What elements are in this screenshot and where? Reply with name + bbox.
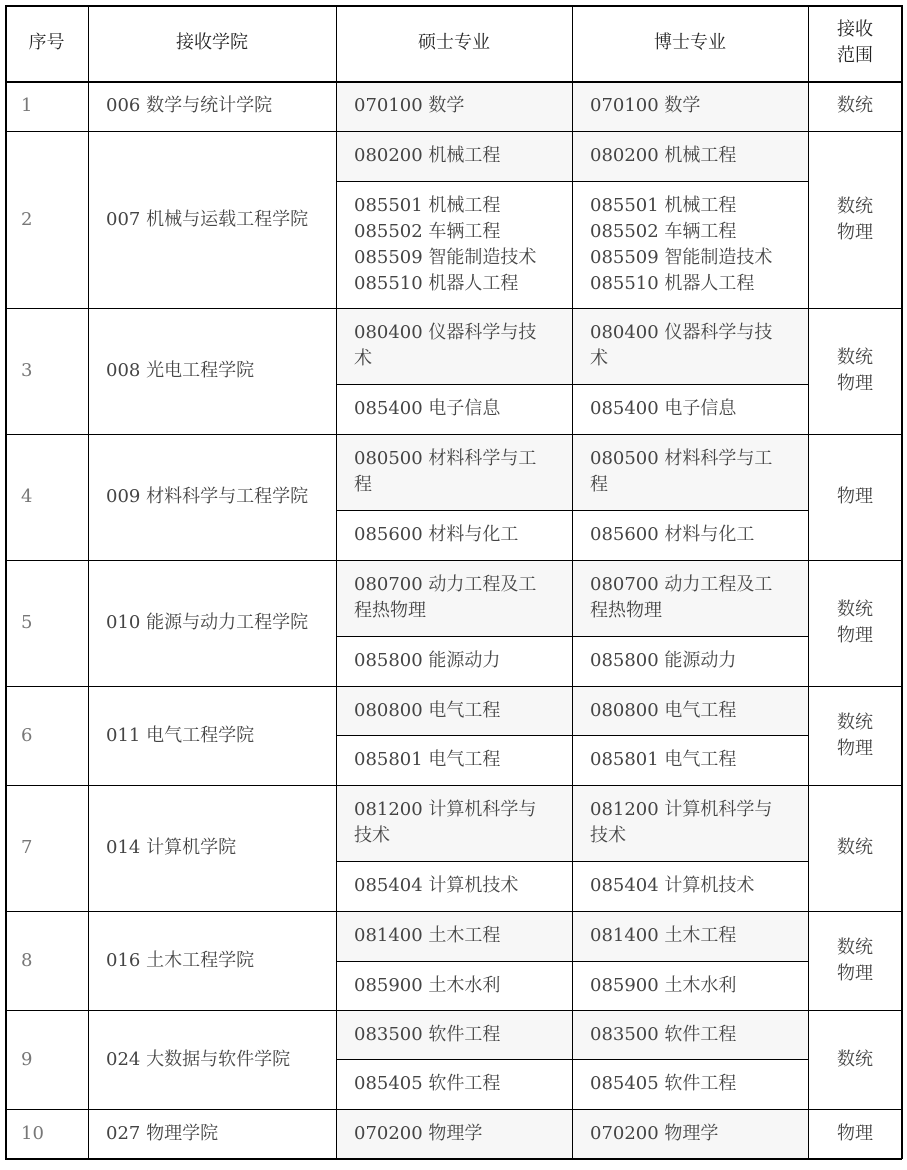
master-major: 080400 仪器科学与技术 [336, 308, 572, 384]
row-scope: 数统 [837, 1048, 873, 1070]
column-divider [5, 5, 7, 1159]
row-scope: 物理 [837, 1123, 873, 1144]
column-divider [901, 5, 903, 1159]
master-major: 080800 电气工程 [336, 686, 572, 735]
doctor-major: 085501 机械工程 085502 车辆工程 085509 智能制造技术 085510 机器人工程 [590, 194, 773, 294]
doctor-major: 070100 数学 [572, 81, 808, 131]
doctor-major: 081400 土木工程 [572, 911, 808, 961]
row-college: 009 材料科学与工程学院 [106, 486, 309, 507]
row-index: 7 [21, 837, 33, 858]
doctor-major: 085404 计算机技术 [590, 875, 755, 896]
row-divider [5, 131, 902, 132]
row-index: 2 [21, 208, 33, 230]
doctor-major: 083500 软件工程 [572, 1010, 808, 1059]
doctor-major: 080200 机械工程 [572, 131, 808, 181]
header-master: 硕士专业 [418, 32, 490, 53]
row-index: 9 [21, 1048, 33, 1070]
row-index: 4 [21, 486, 33, 507]
doctor-major: 080500 材料科学与工程 [572, 434, 808, 510]
row-divider [5, 1109, 902, 1110]
column-divider [572, 5, 573, 1159]
master-major: 081200 计算机科学与技术 [336, 785, 572, 861]
master-major: 070100 数学 [336, 81, 572, 131]
master-major: 080200 机械工程 [336, 131, 572, 181]
master-major: 080500 材料科学与工程 [336, 434, 572, 510]
row-divider [5, 911, 902, 912]
row-college: 024 大数据与软件学院 [106, 1048, 291, 1070]
doctor-major: 080800 电气工程 [572, 686, 808, 735]
master-major: 080700 动力工程及工程热物理 [336, 560, 572, 636]
doctor-major: 085400 电子信息 [590, 398, 737, 419]
row-index: 5 [21, 612, 33, 633]
row-scope: 数统 物理 [837, 347, 873, 394]
row-scope: 数统 [837, 95, 873, 116]
doctor-major: 080400 仪器科学与技术 [572, 308, 808, 384]
row-scope: 数统 物理 [837, 711, 873, 759]
row-college: 014 计算机学院 [106, 837, 237, 858]
table-bottom-border [5, 1158, 902, 1160]
master-major: 085900 土木水利 [354, 974, 501, 996]
row-college: 006 数学与统计学院 [106, 95, 273, 116]
header-bottom-border [5, 81, 902, 83]
header-scope: 接收 范围 [837, 19, 873, 66]
row-college: 016 土木工程学院 [106, 949, 255, 971]
row-scope: 物理 [837, 486, 873, 507]
row-divider [5, 785, 902, 786]
master-major: 083500 软件工程 [336, 1010, 572, 1059]
row-divider [5, 1010, 902, 1011]
header-college: 接收学院 [176, 32, 248, 53]
header-index: 序号 [28, 32, 65, 53]
doctor-major: 085900 土木水利 [590, 974, 737, 996]
master-major: 085501 机械工程 085502 车辆工程 085509 智能制造技术 085510 机器人工程 [354, 194, 537, 294]
row-college: 011 电气工程学院 [106, 724, 255, 746]
row-index: 10 [21, 1123, 44, 1144]
master-major: 085800 能源动力 [354, 650, 501, 671]
header-doctor: 博士专业 [654, 32, 726, 53]
column-divider [336, 5, 337, 1159]
master-major: 070200 物理学 [336, 1109, 572, 1159]
doctor-major: 070200 物理学 [572, 1109, 808, 1159]
row-scope: 数统 [837, 837, 873, 858]
master-major: 085801 电气工程 [354, 749, 501, 770]
master-major: 085600 材料与化工 [354, 524, 519, 545]
master-major: 085405 软件工程 [354, 1073, 501, 1094]
row-college: 007 机械与运载工程学院 [106, 208, 309, 230]
doctor-major: 080700 动力工程及工程热物理 [572, 560, 808, 636]
column-divider [88, 5, 89, 1159]
doctor-major: 085600 材料与化工 [590, 524, 755, 545]
doctor-major: 085800 能源动力 [590, 650, 737, 671]
row-divider [5, 560, 902, 561]
row-index: 8 [21, 949, 33, 971]
row-college: 008 光电工程学院 [106, 360, 255, 381]
master-major: 085404 计算机技术 [354, 875, 519, 896]
doctor-major: 081200 计算机科学与技术 [572, 785, 808, 861]
master-major: 085400 电子信息 [354, 398, 501, 419]
row-college: 027 物理学院 [106, 1123, 219, 1144]
row-divider [5, 686, 902, 687]
row-scope: 数统 物理 [837, 195, 873, 243]
row-scope: 数统 物理 [837, 599, 873, 646]
row-scope: 数统 物理 [837, 936, 873, 984]
column-divider [808, 5, 809, 1159]
doctor-major: 085405 软件工程 [590, 1073, 737, 1094]
doctor-major: 085801 电气工程 [590, 749, 737, 770]
master-major: 081400 土木工程 [336, 911, 572, 961]
row-college: 010 能源与动力工程学院 [106, 612, 309, 633]
row-divider [5, 308, 902, 309]
row-index: 1 [21, 95, 33, 116]
row-divider [5, 434, 902, 435]
table-top-border [5, 5, 902, 7]
admission-table [5, 5, 902, 1159]
row-index: 6 [21, 724, 33, 746]
row-index: 3 [21, 360, 33, 381]
